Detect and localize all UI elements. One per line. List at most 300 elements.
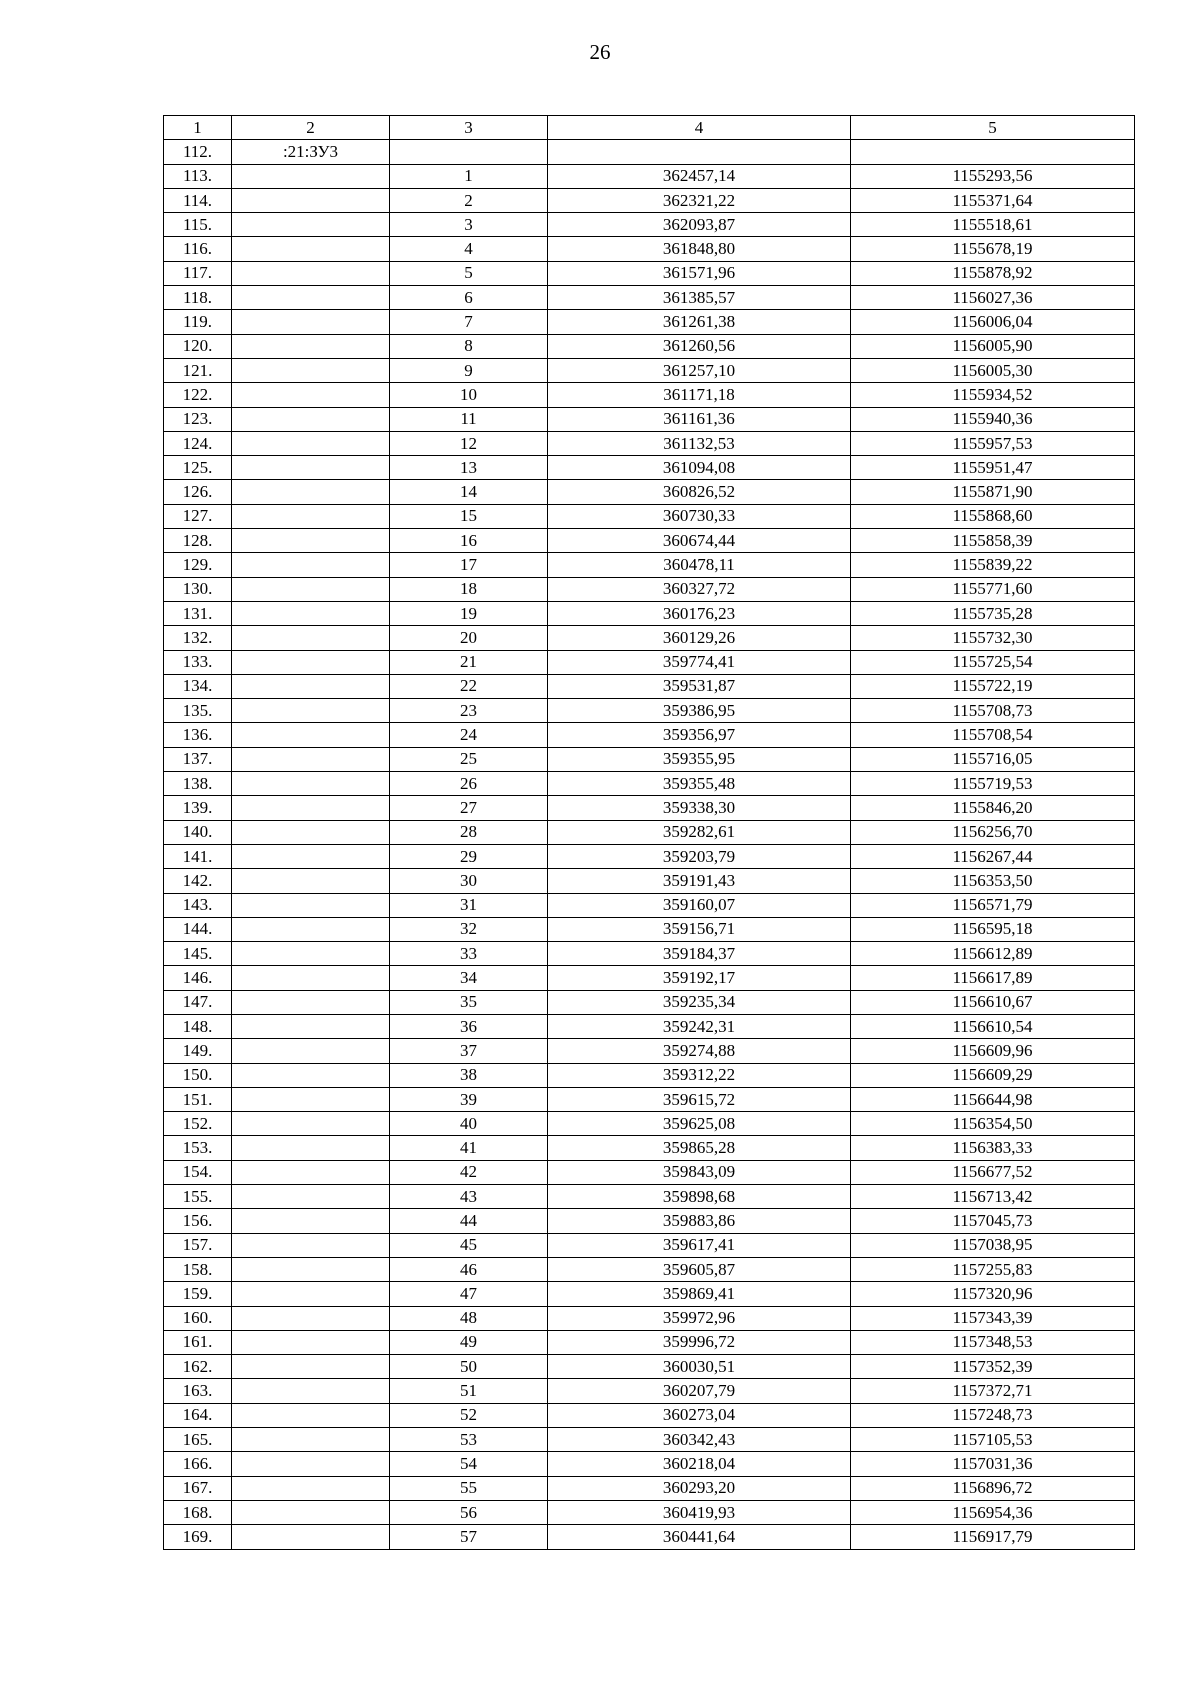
point-number-cell: 43 (390, 1185, 548, 1209)
row-number-cell: 121. (164, 358, 232, 382)
y-coordinate-cell: 1156617,89 (851, 966, 1135, 990)
x-coordinate-cell: 359191,43 (548, 869, 851, 893)
y-coordinate-cell: 1155371,64 (851, 188, 1135, 212)
x-coordinate-cell: 359615,72 (548, 1087, 851, 1111)
y-coordinate-cell: 1157320,96 (851, 1282, 1135, 1306)
table-row (164, 237, 1135, 261)
page-number: 26 (589, 40, 611, 64)
parcel-id-cell (232, 1476, 390, 1500)
row-number-cell: 119. (164, 310, 232, 334)
point-number-cell: 56 (390, 1500, 548, 1524)
x-coordinate-cell: 360342,43 (548, 1428, 851, 1452)
x-coordinate-cell: 359386,95 (548, 699, 851, 723)
row-number-cell: 165. (164, 1428, 232, 1452)
row-number-cell: 142. (164, 869, 232, 893)
row-number-cell: 137. (164, 747, 232, 771)
point-number-cell: 49 (390, 1330, 548, 1354)
point-number-cell: 19 (390, 601, 548, 625)
point-number-cell: 44 (390, 1209, 548, 1233)
row-number-cell: 124. (164, 431, 232, 455)
table-row (164, 893, 1135, 917)
y-coordinate-cell: 1155719,53 (851, 772, 1135, 796)
table-row (164, 650, 1135, 674)
table-row (164, 334, 1135, 358)
point-number-cell: 5 (390, 261, 548, 285)
point-number-cell: 54 (390, 1452, 548, 1476)
y-coordinate-cell: 1155771,60 (851, 577, 1135, 601)
parcel-id-cell (232, 213, 390, 237)
parcel-id-cell (232, 164, 390, 188)
parcel-id-cell (232, 286, 390, 310)
parcel-id-cell (232, 1209, 390, 1233)
x-coordinate-cell: 360478,11 (548, 553, 851, 577)
x-coordinate-cell: 359192,17 (548, 966, 851, 990)
table-body (164, 140, 1135, 1549)
row-number-cell: 152. (164, 1112, 232, 1136)
point-number-cell: 3 (390, 213, 548, 237)
x-coordinate-cell: 359338,30 (548, 796, 851, 820)
table-row (164, 577, 1135, 601)
parcel-id-cell (232, 650, 390, 674)
y-coordinate-cell: 1156595,18 (851, 917, 1135, 941)
table-row (164, 286, 1135, 310)
parcel-id-cell (232, 772, 390, 796)
parcel-id-cell (232, 1257, 390, 1281)
row-number-cell: 129. (164, 553, 232, 577)
x-coordinate-cell: 360030,51 (548, 1355, 851, 1379)
x-coordinate-cell: 359843,09 (548, 1160, 851, 1184)
parcel-id-cell (232, 1039, 390, 1063)
parcel-id-cell (232, 358, 390, 382)
row-number-cell: 127. (164, 504, 232, 528)
point-number-cell: 41 (390, 1136, 548, 1160)
point-number-cell: 50 (390, 1355, 548, 1379)
y-coordinate-cell: 1155293,56 (851, 164, 1135, 188)
row-number-cell: 134. (164, 674, 232, 698)
parcel-id-cell (232, 334, 390, 358)
x-coordinate-cell: 359972,96 (548, 1306, 851, 1330)
point-number-cell: 8 (390, 334, 548, 358)
x-coordinate-cell: 361848,80 (548, 237, 851, 261)
x-coordinate-cell: 359235,34 (548, 990, 851, 1014)
point-number-cell: 52 (390, 1403, 548, 1427)
table-row (164, 1379, 1135, 1403)
parcel-id-cell (232, 893, 390, 917)
parcel-id-cell (232, 966, 390, 990)
point-number-cell: 37 (390, 1039, 548, 1063)
x-coordinate-cell: 359865,28 (548, 1136, 851, 1160)
point-number-cell: 4 (390, 237, 548, 261)
parcel-id-cell (232, 1063, 390, 1087)
row-number-cell: 123. (164, 407, 232, 431)
point-number-cell: 29 (390, 844, 548, 868)
y-coordinate-cell: 1155735,28 (851, 601, 1135, 625)
y-coordinate-cell: 1155934,52 (851, 383, 1135, 407)
header-cell-2: 2 (232, 116, 390, 140)
parcel-id-cell (232, 1185, 390, 1209)
point-number-cell: 21 (390, 650, 548, 674)
table-row (164, 1306, 1135, 1330)
parcel-id-cell (232, 1452, 390, 1476)
table-row (164, 723, 1135, 747)
table-row (164, 1063, 1135, 1087)
x-coordinate-cell: 362093,87 (548, 213, 851, 237)
point-number-cell: 46 (390, 1257, 548, 1281)
parcel-id-cell (232, 844, 390, 868)
table-header-row (164, 116, 1135, 140)
y-coordinate-cell: 1155871,90 (851, 480, 1135, 504)
table-row (164, 140, 1135, 164)
table-row (164, 844, 1135, 868)
row-number-cell: 130. (164, 577, 232, 601)
row-number-cell: 160. (164, 1306, 232, 1330)
x-coordinate-cell: 360327,72 (548, 577, 851, 601)
point-number-cell: 14 (390, 480, 548, 504)
x-coordinate-cell: 359355,48 (548, 772, 851, 796)
row-number-cell: 114. (164, 188, 232, 212)
row-number-cell: 168. (164, 1500, 232, 1524)
y-coordinate-cell (851, 140, 1135, 164)
x-coordinate-cell: 359869,41 (548, 1282, 851, 1306)
row-number-cell: 155. (164, 1185, 232, 1209)
y-coordinate-cell: 1157031,36 (851, 1452, 1135, 1476)
table-row (164, 1452, 1135, 1476)
header-cell-1: 1 (164, 116, 232, 140)
y-coordinate-cell: 1156027,36 (851, 286, 1135, 310)
point-number-cell: 47 (390, 1282, 548, 1306)
x-coordinate-cell: 362321,22 (548, 188, 851, 212)
y-coordinate-cell: 1155846,20 (851, 796, 1135, 820)
x-coordinate-cell: 362457,14 (548, 164, 851, 188)
table-row (164, 358, 1135, 382)
table-row (164, 213, 1135, 237)
y-coordinate-cell: 1156005,30 (851, 358, 1135, 382)
parcel-id-cell (232, 504, 390, 528)
y-coordinate-cell: 1156353,50 (851, 869, 1135, 893)
x-coordinate-cell: 359184,37 (548, 942, 851, 966)
x-coordinate-cell: 361257,10 (548, 358, 851, 382)
x-coordinate-cell: 360441,64 (548, 1525, 851, 1549)
point-number-cell: 33 (390, 942, 548, 966)
row-number-cell: 118. (164, 286, 232, 310)
row-number-cell: 132. (164, 626, 232, 650)
point-number-cell: 35 (390, 990, 548, 1014)
table-row (164, 869, 1135, 893)
point-number-cell: 17 (390, 553, 548, 577)
parcel-id-cell (232, 626, 390, 650)
parcel-id-cell (232, 1282, 390, 1306)
row-number-cell: 135. (164, 699, 232, 723)
table-row (164, 188, 1135, 212)
row-number-cell: 117. (164, 261, 232, 285)
y-coordinate-cell: 1157343,39 (851, 1306, 1135, 1330)
y-coordinate-cell: 1157105,53 (851, 1428, 1135, 1452)
x-coordinate-cell: 361171,18 (548, 383, 851, 407)
row-number-cell: 138. (164, 772, 232, 796)
x-coordinate-cell: 361260,56 (548, 334, 851, 358)
x-coordinate-cell: 359274,88 (548, 1039, 851, 1063)
y-coordinate-cell: 1156609,96 (851, 1039, 1135, 1063)
parcel-id-cell (232, 601, 390, 625)
x-coordinate-cell: 359617,41 (548, 1233, 851, 1257)
y-coordinate-cell: 1155725,54 (851, 650, 1135, 674)
parcel-id-cell (232, 1112, 390, 1136)
y-coordinate-cell: 1157255,83 (851, 1257, 1135, 1281)
x-coordinate-cell: 360674,44 (548, 529, 851, 553)
y-coordinate-cell: 1156612,89 (851, 942, 1135, 966)
row-number-cell: 156. (164, 1209, 232, 1233)
y-coordinate-cell: 1155839,22 (851, 553, 1135, 577)
x-coordinate-cell: 361161,36 (548, 407, 851, 431)
table-row (164, 1282, 1135, 1306)
point-number-cell: 25 (390, 747, 548, 771)
row-number-cell: 159. (164, 1282, 232, 1306)
table-row (164, 674, 1135, 698)
parcel-id-cell (232, 1330, 390, 1354)
row-number-cell: 115. (164, 213, 232, 237)
table-row (164, 1355, 1135, 1379)
y-coordinate-cell: 1155951,47 (851, 456, 1135, 480)
table-row (164, 796, 1135, 820)
table-row (164, 772, 1135, 796)
x-coordinate-cell: 360730,33 (548, 504, 851, 528)
parcel-id-cell (232, 553, 390, 577)
x-coordinate-cell: 359996,72 (548, 1330, 851, 1354)
parcel-id-cell (232, 796, 390, 820)
row-number-cell: 166. (164, 1452, 232, 1476)
x-coordinate-cell: 359156,71 (548, 917, 851, 941)
x-coordinate-cell: 359160,07 (548, 893, 851, 917)
row-number-cell: 148. (164, 1014, 232, 1038)
point-number-cell: 45 (390, 1233, 548, 1257)
point-number-cell: 38 (390, 1063, 548, 1087)
table-row (164, 1136, 1135, 1160)
parcel-id-cell (232, 1306, 390, 1330)
row-number-cell: 151. (164, 1087, 232, 1111)
y-coordinate-cell: 1155722,19 (851, 674, 1135, 698)
y-coordinate-cell: 1156256,70 (851, 820, 1135, 844)
table-row (164, 383, 1135, 407)
y-coordinate-cell: 1156917,79 (851, 1525, 1135, 1549)
y-coordinate-cell: 1157372,71 (851, 1379, 1135, 1403)
table-row (164, 1014, 1135, 1038)
point-number-cell: 23 (390, 699, 548, 723)
x-coordinate-cell: 360207,79 (548, 1379, 851, 1403)
x-coordinate-cell: 360273,04 (548, 1403, 851, 1427)
table-row (164, 942, 1135, 966)
parcel-id-cell (232, 747, 390, 771)
x-coordinate-cell: 359282,61 (548, 820, 851, 844)
row-number-cell: 161. (164, 1330, 232, 1354)
x-coordinate-cell: 360218,04 (548, 1452, 851, 1476)
y-coordinate-cell: 1155708,54 (851, 723, 1135, 747)
point-number-cell: 55 (390, 1476, 548, 1500)
point-number-cell: 15 (390, 504, 548, 528)
table-row (164, 1257, 1135, 1281)
row-number-cell: 169. (164, 1525, 232, 1549)
y-coordinate-cell: 1155716,05 (851, 747, 1135, 771)
row-number-cell: 112. (164, 140, 232, 164)
point-number-cell: 7 (390, 310, 548, 334)
table-row (164, 820, 1135, 844)
table-row (164, 1087, 1135, 1111)
x-coordinate-cell: 360826,52 (548, 480, 851, 504)
table-row (164, 1428, 1135, 1452)
parcel-id-cell (232, 577, 390, 601)
row-number-cell: 131. (164, 601, 232, 625)
parcel-id-cell (232, 1233, 390, 1257)
row-number-cell: 164. (164, 1403, 232, 1427)
parcel-id-cell (232, 1403, 390, 1427)
table-row (164, 1112, 1135, 1136)
table-row (164, 529, 1135, 553)
row-number-cell: 153. (164, 1136, 232, 1160)
table-row (164, 1500, 1135, 1524)
row-number-cell: 162. (164, 1355, 232, 1379)
row-number-cell: 120. (164, 334, 232, 358)
point-number-cell: 22 (390, 674, 548, 698)
row-number-cell: 158. (164, 1257, 232, 1281)
header-cell-4: 4 (548, 116, 851, 140)
row-number-cell: 139. (164, 796, 232, 820)
y-coordinate-cell: 1156610,67 (851, 990, 1135, 1014)
parcel-id-cell (232, 237, 390, 261)
header-cell-3: 3 (390, 116, 548, 140)
parcel-id-cell (232, 407, 390, 431)
y-coordinate-cell: 1155868,60 (851, 504, 1135, 528)
parcel-id-cell (232, 1428, 390, 1452)
point-number-cell: 32 (390, 917, 548, 941)
point-number-cell: 51 (390, 1379, 548, 1403)
point-number-cell: 16 (390, 529, 548, 553)
table-row (164, 504, 1135, 528)
point-number-cell: 24 (390, 723, 548, 747)
parcel-id-cell (232, 480, 390, 504)
table-row (164, 164, 1135, 188)
parcel-id-cell (232, 261, 390, 285)
parcel-id-cell (232, 699, 390, 723)
table-row (164, 553, 1135, 577)
parcel-id-cell (232, 1014, 390, 1038)
x-coordinate-cell: 361571,96 (548, 261, 851, 285)
table-row (164, 601, 1135, 625)
parcel-id-cell (232, 1379, 390, 1403)
x-coordinate-cell: 359242,31 (548, 1014, 851, 1038)
table-row (164, 1160, 1135, 1184)
table-row (164, 1476, 1135, 1500)
point-number-cell: 28 (390, 820, 548, 844)
coordinates-table (163, 115, 1135, 1550)
y-coordinate-cell: 1155940,36 (851, 407, 1135, 431)
y-coordinate-cell: 1156383,33 (851, 1136, 1135, 1160)
row-number-cell: 157. (164, 1233, 232, 1257)
y-coordinate-cell: 1155858,39 (851, 529, 1135, 553)
x-coordinate-cell: 359625,08 (548, 1112, 851, 1136)
x-coordinate-cell: 359355,95 (548, 747, 851, 771)
y-coordinate-cell: 1156610,54 (851, 1014, 1135, 1038)
parcel-id-cell (232, 674, 390, 698)
x-coordinate-cell: 361094,08 (548, 456, 851, 480)
x-coordinate-cell: 359898,68 (548, 1185, 851, 1209)
x-coordinate-cell: 359531,87 (548, 674, 851, 698)
table-row (164, 747, 1135, 771)
row-number-cell: 150. (164, 1063, 232, 1087)
y-coordinate-cell: 1156896,72 (851, 1476, 1135, 1500)
header-cell-5: 5 (851, 116, 1135, 140)
parcel-id-cell (232, 456, 390, 480)
parcel-id-cell: :21:ЗУ3 (232, 140, 390, 164)
x-coordinate-cell (548, 140, 851, 164)
x-coordinate-cell: 360419,93 (548, 1500, 851, 1524)
point-number-cell: 39 (390, 1087, 548, 1111)
row-number-cell: 163. (164, 1379, 232, 1403)
row-number-cell: 149. (164, 1039, 232, 1063)
point-number-cell: 48 (390, 1306, 548, 1330)
parcel-id-cell (232, 188, 390, 212)
row-number-cell: 113. (164, 164, 232, 188)
parcel-id-cell (232, 1136, 390, 1160)
x-coordinate-cell: 359774,41 (548, 650, 851, 674)
y-coordinate-cell: 1156609,29 (851, 1063, 1135, 1087)
point-number-cell: 27 (390, 796, 548, 820)
y-coordinate-cell: 1157348,53 (851, 1330, 1135, 1354)
parcel-id-cell (232, 917, 390, 941)
point-number-cell: 11 (390, 407, 548, 431)
y-coordinate-cell: 1156267,44 (851, 844, 1135, 868)
row-number-cell: 128. (164, 529, 232, 553)
table-row (164, 917, 1135, 941)
table-row (164, 699, 1135, 723)
parcel-id-cell (232, 529, 390, 553)
x-coordinate-cell: 360176,23 (548, 601, 851, 625)
row-number-cell: 116. (164, 237, 232, 261)
parcel-id-cell (232, 869, 390, 893)
table-row (164, 1185, 1135, 1209)
y-coordinate-cell: 1155878,92 (851, 261, 1135, 285)
row-number-cell: 136. (164, 723, 232, 747)
point-number-cell: 12 (390, 431, 548, 455)
point-number-cell: 10 (390, 383, 548, 407)
parcel-id-cell (232, 820, 390, 844)
table-row (164, 310, 1135, 334)
row-number-cell: 145. (164, 942, 232, 966)
row-number-cell: 133. (164, 650, 232, 674)
table-row (164, 1233, 1135, 1257)
x-coordinate-cell: 359605,87 (548, 1257, 851, 1281)
table-row (164, 1209, 1135, 1233)
point-number-cell: 40 (390, 1112, 548, 1136)
y-coordinate-cell: 1156006,04 (851, 310, 1135, 334)
point-number-cell: 30 (390, 869, 548, 893)
point-number-cell: 1 (390, 164, 548, 188)
row-number-cell: 167. (164, 1476, 232, 1500)
x-coordinate-cell: 359883,86 (548, 1209, 851, 1233)
y-coordinate-cell: 1156677,52 (851, 1160, 1135, 1184)
point-number-cell: 26 (390, 772, 548, 796)
parcel-id-cell (232, 310, 390, 334)
point-number-cell: 2 (390, 188, 548, 212)
table-row (164, 626, 1135, 650)
y-coordinate-cell: 1155732,30 (851, 626, 1135, 650)
point-number-cell: 18 (390, 577, 548, 601)
table-row (164, 1525, 1135, 1549)
table-row (164, 1330, 1135, 1354)
table-row (164, 431, 1135, 455)
x-coordinate-cell: 361385,57 (548, 286, 851, 310)
table-row (164, 966, 1135, 990)
y-coordinate-cell: 1156571,79 (851, 893, 1135, 917)
point-number-cell: 9 (390, 358, 548, 382)
